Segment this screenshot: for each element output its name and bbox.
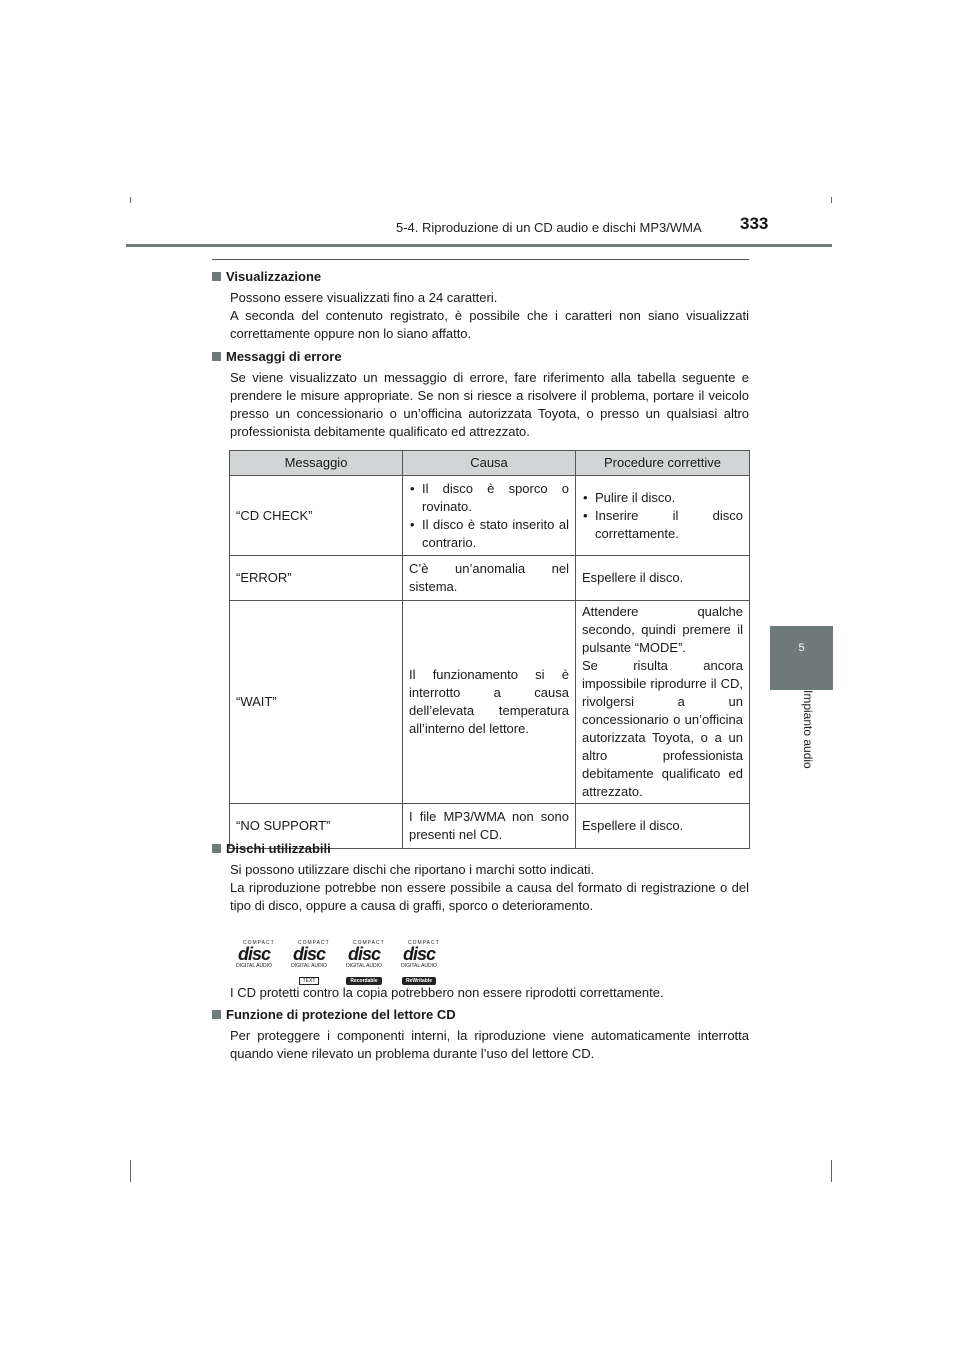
section-protection [212, 1006, 749, 1063]
message-cell: “CD CHECK” [230, 476, 403, 556]
section-heading: Visualizzazione [212, 268, 749, 286]
paragraph: Si possono utilizzare dischi che riportano i marchi sotto indicati. [230, 862, 595, 877]
section-heading: Dischi utilizzabili [212, 840, 749, 858]
message-cell: “NO SUPPORT” [230, 804, 403, 849]
section-errors [212, 348, 749, 441]
column-header: Causa [403, 451, 576, 476]
crop-mark [130, 197, 131, 203]
content-rule [212, 259, 749, 260]
list-item: • Inserire il disco correttamente. [582, 507, 743, 543]
paragraph: Per proteggere i componenti interni, la riproduzione viene automaticamente interrotta quando viene rilevato un problema durante l’uso del lettore CD. [230, 1028, 749, 1061]
fix-cell: Espellere il disco. [576, 804, 750, 849]
message-cell: “WAIT” [230, 601, 403, 804]
fix-cell: Espellere il disco. [576, 556, 750, 601]
crop-mark [831, 197, 832, 203]
list-item: • Il disco è stato inserito al contrario. [409, 516, 569, 552]
square-bullet-icon [212, 352, 221, 361]
cause-cell: I file MP3/WMA non sono presenti nel CD. [403, 804, 576, 849]
paragraph: La riproduzione potrebbe non essere possibile a causa del formato di registrazione o del tipo di disco, oppure a causa di graffi, sporco o deterioramento. [230, 880, 749, 913]
compact-disc-digital-audio-logo: COMPACT disc DIGITAL AUDIO [236, 940, 275, 969]
column-header: Procedure correttive [576, 451, 750, 476]
chapter-number: 5 [798, 642, 805, 654]
table-row [230, 601, 750, 804]
section-heading: Funzione di protezione del lettore CD [212, 1006, 749, 1024]
square-bullet-icon [212, 844, 221, 853]
paragraph: Possono essere visualizzati fino a 24 caratteri. [230, 290, 498, 305]
error-messages-table [229, 450, 750, 849]
chapter-label: Impianto audio [801, 690, 815, 769]
paragraph: Se viene visualizzato un messaggio di errore, fare riferimento alla tabella seguente e prendere le misure appropriate. Se non si riesce a risolvere il problema, portare il veicolo presso un concessionario o un’officina autorizzata Toyota, o presso un qualsiasi altro professionista debitamente qualificato ed attrezzato. [230, 370, 749, 439]
cause-cell [403, 476, 576, 556]
section-heading: Messaggi di errore [212, 348, 749, 366]
square-bullet-icon [212, 1010, 221, 1019]
crop-mark [130, 1160, 131, 1182]
section-discs [212, 840, 749, 915]
list-item: • Il disco è sporco o rovinato. [409, 480, 569, 516]
compact-disc-rewritable-logo: COMPACT disc DIGITAL AUDIO ReWritable [401, 940, 440, 984]
section-display [212, 268, 749, 343]
page-number: 333 [740, 214, 769, 233]
cause-cell: C’è un’anomalia nel sistema. [403, 556, 576, 601]
section-discs-note [212, 984, 749, 1002]
header-rule [126, 244, 832, 247]
table-header-row [230, 451, 750, 476]
compact-disc-recordable-logo: COMPACT disc DIGITAL AUDIO Recordable [346, 940, 385, 984]
fix-text: Attendere qualche secondo, quindi premere il pulsante “MODE”. [582, 604, 743, 655]
paragraph: A seconda del contenuto registrato, è possibile che i caratteri non siano visualizzati correttamente oppure non lo siano affatto. [230, 308, 749, 341]
column-header: Messaggio [230, 451, 403, 476]
square-bullet-icon [212, 272, 221, 281]
compact-disc-text-logo: COMPACT disc DIGITAL AUDIO TEXT [291, 940, 330, 984]
table-row [230, 556, 750, 601]
chapter-tab [770, 626, 833, 690]
crop-mark [831, 1160, 832, 1182]
header-title: 5-4. Riproduzione di un CD audio e dischi MP3/WMA [396, 220, 702, 235]
fix-text: Se risulta ancora impossibile riprodurre il CD, rivolgersi a un concessionario o un’officina autorizzata Toyota, o a un altro professionista debitamente qualificato ed attrezzato. [582, 658, 743, 799]
message-cell: “ERROR” [230, 556, 403, 601]
cause-cell: Il funzionamento si è interrotto a causa dell’elevata temperatura all’interno del lettore. [403, 601, 576, 804]
fix-cell [576, 601, 750, 804]
paragraph: I CD protetti contro la copia potrebbero non essere riprodotti correttamente. [230, 985, 664, 1000]
table-row [230, 476, 750, 556]
fix-cell [576, 476, 750, 556]
list-item: • Pulire il disco. [582, 489, 743, 507]
